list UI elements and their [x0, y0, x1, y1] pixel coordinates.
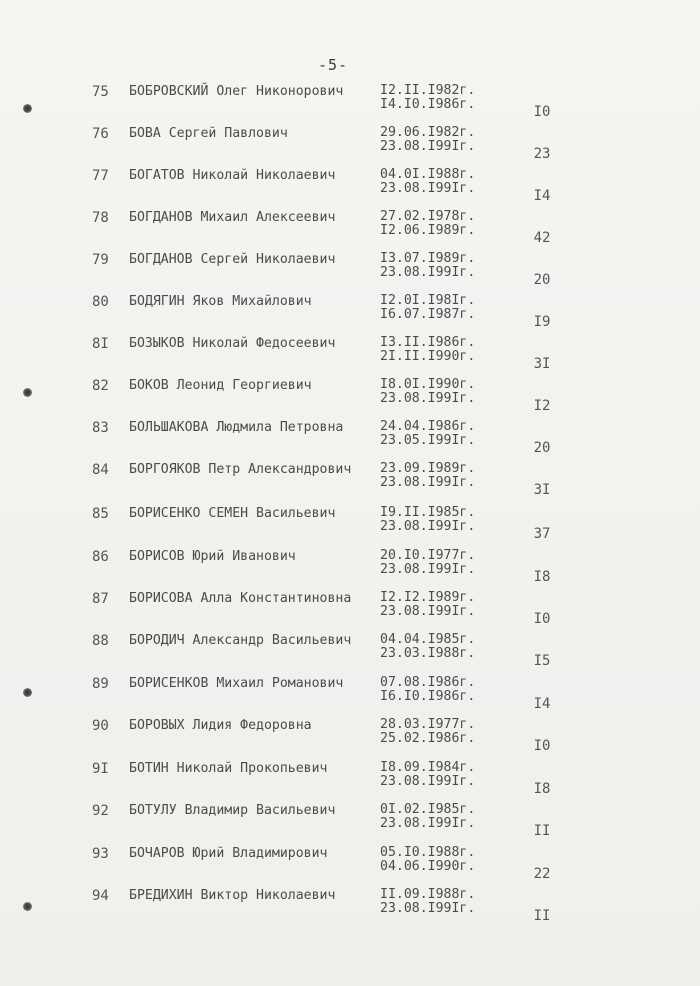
years-value: I0: [533, 104, 551, 120]
row-number: 84: [92, 462, 109, 478]
list-item: [0, 846, 700, 888]
row-number: 90: [92, 718, 109, 734]
list-item: [0, 378, 700, 420]
date-end: 04.06.I990г.: [380, 859, 476, 874]
employee-name: БОГДАНОВ Михаил Алексеевич: [129, 210, 336, 225]
years-value: II: [533, 823, 551, 839]
list-item: [0, 126, 700, 168]
date-start: 28.03.I977г.: [380, 717, 476, 732]
years-value: II: [533, 908, 551, 924]
list-item: [0, 168, 700, 210]
employee-name: БОВА Сергей Павлович: [129, 126, 288, 141]
employee-name: БОРИСОВА Алла Константиновна: [129, 591, 352, 606]
date-start: I9.II.I985г.: [380, 505, 476, 520]
date-start: I2.II.I982г.: [380, 83, 476, 98]
date-end: 23.08.I99Iг.: [380, 391, 476, 406]
row-number: 88: [92, 633, 109, 649]
date-start: I8.0I.I990г.: [380, 377, 476, 392]
list-item: [0, 633, 700, 675]
list-item: [0, 462, 700, 504]
date-end: 23.08.I99Iг.: [380, 139, 476, 154]
service-dates: [380, 210, 475, 238]
page-number: -5-: [318, 56, 349, 74]
date-end: I6.07.I987г.: [380, 307, 476, 322]
service-dates: [380, 803, 475, 831]
date-end: 23.08.I99Iг.: [380, 901, 476, 916]
service-dates: [380, 168, 475, 196]
employee-name: БОГАТОВ Николай Николаевич: [129, 168, 336, 183]
date-end: 23.08.I99Iг.: [380, 774, 476, 789]
service-dates: [380, 378, 475, 406]
list-item: [0, 294, 700, 336]
service-dates: [380, 591, 475, 619]
service-dates: [380, 462, 475, 490]
date-end: 23.08.I99Iг.: [380, 181, 476, 196]
date-end: I6.I0.I986г.: [380, 689, 476, 704]
row-number: 77: [92, 168, 109, 184]
service-dates: [380, 420, 475, 448]
date-start: 23.09.I989г.: [380, 461, 476, 476]
date-start: 04.0I.I988г.: [380, 167, 476, 182]
service-dates: [380, 294, 475, 322]
service-dates: [380, 336, 475, 364]
employee-name: БОКОВ Леонид Георгиевич: [129, 378, 312, 393]
row-number: 75: [92, 84, 109, 100]
date-end: I2.06.I989г.: [380, 223, 476, 238]
date-start: 05.I0.I988г.: [380, 845, 476, 860]
years-value: I2: [533, 398, 551, 414]
date-start: 07.08.I986г.: [380, 675, 476, 690]
list-item: [0, 761, 700, 803]
years-value: 20: [533, 272, 551, 288]
years-value: 3I: [533, 482, 551, 498]
employee-name: БОГДАНОВ Сергей Николаевич: [129, 252, 336, 267]
date-end: 23.03.I988г.: [380, 646, 476, 661]
date-start: I3.07.I989г.: [380, 251, 476, 266]
row-number: 76: [92, 126, 109, 142]
list-item: [0, 549, 700, 591]
service-dates: [380, 846, 475, 874]
years-value: 42: [533, 230, 551, 246]
row-number: 93: [92, 846, 109, 862]
list-item: [0, 506, 700, 548]
service-dates: [380, 888, 475, 916]
years-value: 20: [533, 440, 551, 456]
years-value: I8: [533, 569, 551, 585]
employee-name: БОРГОЯКОВ Петр Александрович: [129, 462, 352, 477]
employee-name: БОРИСОВ Юрий Иванович: [129, 549, 296, 564]
years-value: I5: [533, 653, 551, 669]
list-item: [0, 252, 700, 294]
row-number: 82: [92, 378, 109, 394]
employee-name: БОРИСЕНКОВ Михаил Романович: [129, 676, 344, 691]
row-number: 8I: [92, 336, 109, 352]
list-item: [0, 591, 700, 633]
employee-name: БОЧАРОВ Юрий Владимирович: [129, 846, 328, 861]
date-end: 23.08.I99Iг.: [380, 519, 476, 534]
list-item: [0, 84, 700, 126]
employee-name: БРЕДИХИН Виктор Николаевич: [129, 888, 336, 903]
date-start: 20.I0.I977г.: [380, 548, 476, 563]
date-start: 27.02.I978г.: [380, 209, 476, 224]
date-start: II.09.I988г.: [380, 887, 476, 902]
row-number: 94: [92, 888, 109, 904]
list-item: [0, 336, 700, 378]
date-start: 0I.02.I985г.: [380, 802, 476, 817]
years-value: 23: [533, 146, 551, 162]
employee-name: БОЗЫКОВ Николай Федосеевич: [129, 336, 336, 351]
row-number: 92: [92, 803, 109, 819]
list-item: [0, 888, 700, 930]
service-dates: [380, 633, 475, 661]
row-number: 79: [92, 252, 109, 268]
service-dates: [380, 126, 475, 154]
row-number: 86: [92, 549, 109, 565]
row-number: 80: [92, 294, 109, 310]
list-item: [0, 210, 700, 252]
years-value: 37: [533, 526, 551, 542]
years-value: I0: [533, 611, 551, 627]
date-start: I2.I2.I989г.: [380, 590, 476, 605]
list-item: [0, 718, 700, 760]
years-value: 3I: [533, 356, 551, 372]
employee-name: БОРИСЕНКО СЕМЕН Васильевич: [129, 506, 336, 521]
date-end: 23.08.I99Iг.: [380, 562, 476, 577]
service-dates: [380, 84, 475, 112]
date-end: 23.08.I99Iг.: [380, 475, 476, 490]
employee-name: БОРОВЫХ Лидия Федоровна: [129, 718, 312, 733]
service-dates: [380, 506, 475, 534]
date-start: I2.0I.I98Iг.: [380, 293, 476, 308]
date-end: 23.05.I99Iг.: [380, 433, 476, 448]
row-number: 83: [92, 420, 109, 436]
employee-name: БОТУЛУ Владимир Васильевич: [129, 803, 336, 818]
date-start: I3.II.I986г.: [380, 335, 476, 350]
row-number: 9I: [92, 761, 109, 777]
years-value: 22: [533, 866, 551, 882]
service-dates: [380, 718, 475, 746]
date-start: 04.04.I985г.: [380, 632, 476, 647]
list-item: [0, 676, 700, 718]
years-value: I9: [533, 314, 551, 330]
employee-name: БОБРОВСКИЙ Олег Никонорович: [129, 84, 344, 99]
service-dates: [380, 252, 475, 280]
date-end: 2I.II.I990г.: [380, 349, 476, 364]
employee-name: БОТИН Николай Прокопьевич: [129, 761, 328, 776]
date-start: 24.04.I986г.: [380, 419, 476, 434]
date-start: I8.09.I984г.: [380, 760, 476, 775]
row-number: 78: [92, 210, 109, 226]
date-start: 29.06.I982г.: [380, 125, 476, 140]
employee-name: БОЛЬШАКОВА Людмила Петровна: [129, 420, 344, 435]
date-end: 23.08.I99Iг.: [380, 604, 476, 619]
employee-name: БОРОДИЧ Александр Васильевич: [129, 633, 352, 648]
service-dates: [380, 549, 475, 577]
date-end: 23.08.I99Iг.: [380, 816, 476, 831]
years-value: I4: [533, 696, 551, 712]
row-number: 85: [92, 506, 109, 522]
date-end: 25.02.I986г.: [380, 731, 476, 746]
years-value: I0: [533, 738, 551, 754]
years-value: I4: [533, 188, 551, 204]
years-value: I8: [533, 781, 551, 797]
date-end: 23.08.I99Iг.: [380, 265, 476, 280]
date-end: I4.I0.I986г.: [380, 97, 476, 112]
list-item: [0, 420, 700, 462]
row-number: 89: [92, 676, 109, 692]
employee-name: БОДЯГИН Яков Михайлович: [129, 294, 312, 309]
service-dates: [380, 676, 475, 704]
list-item: [0, 803, 700, 845]
service-dates: [380, 761, 475, 789]
row-number: 87: [92, 591, 109, 607]
